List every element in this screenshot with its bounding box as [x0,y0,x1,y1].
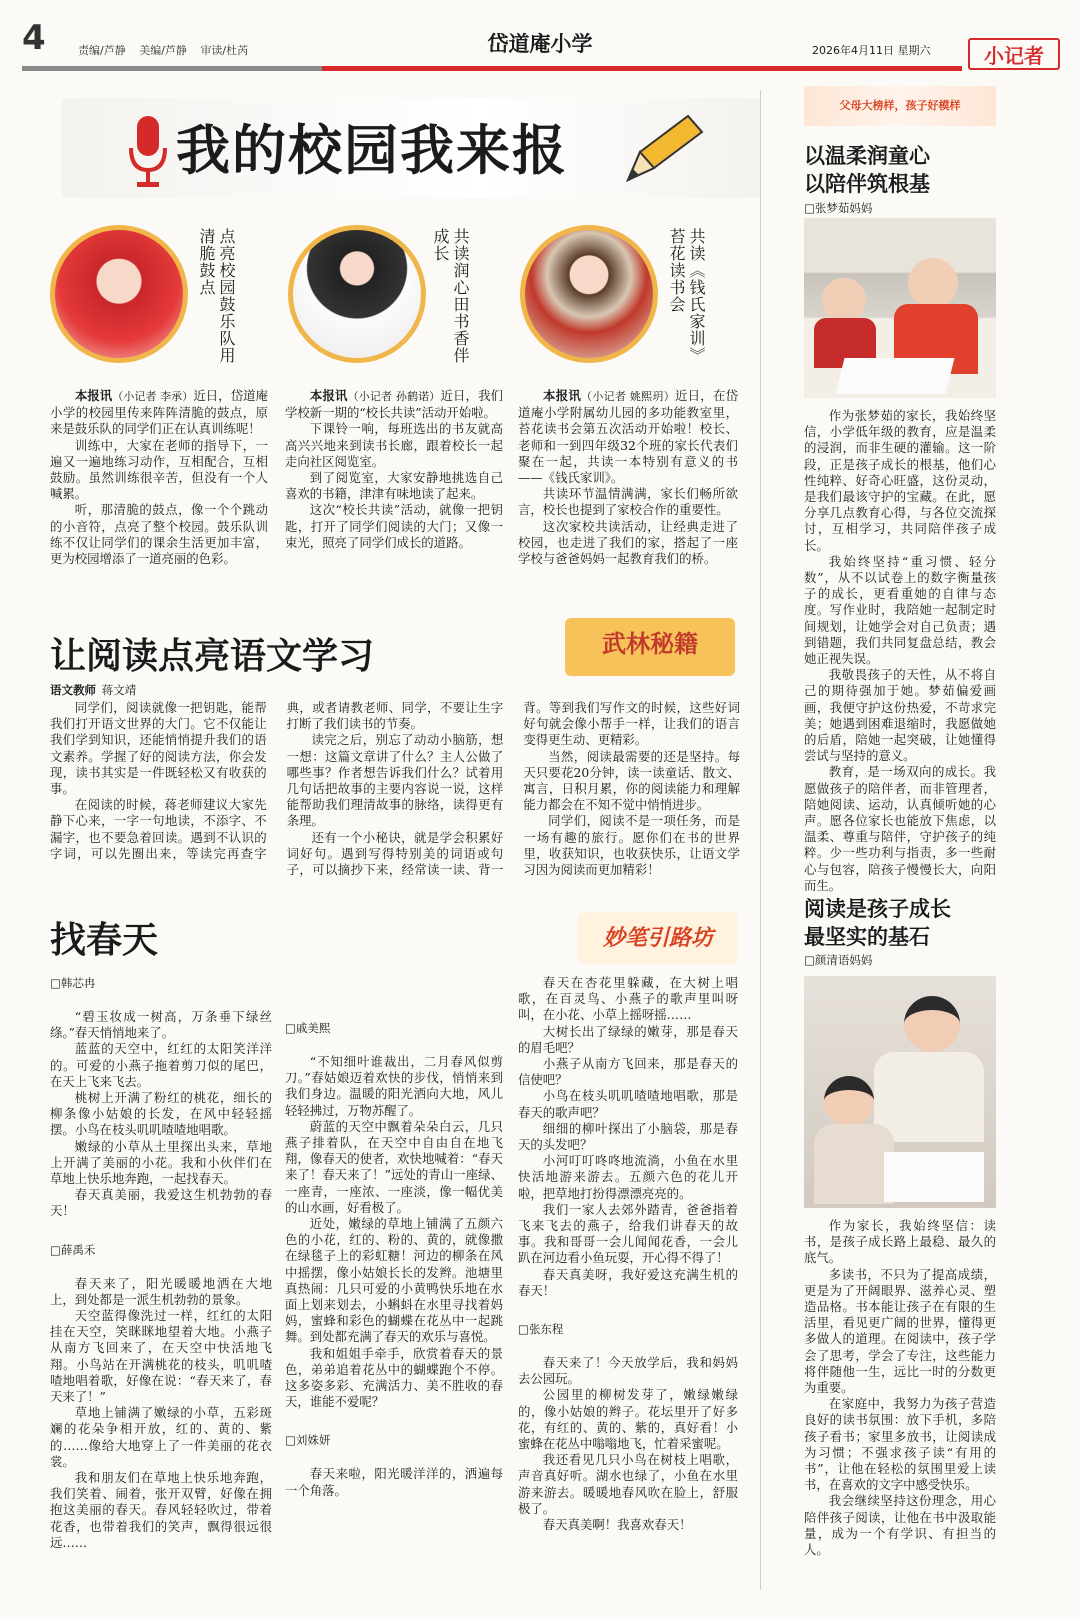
reporter-photo [50,225,188,363]
paragraph: 我们一家人去郊外踏青，爸爸指着飞来飞去的燕子，给我们讲春天的故事。我和哥哥一会儿闻闻花香，一会儿趴在河边看小鱼玩耍，开心得不得了！ [518,1201,738,1266]
paragraph: 听，那清脆的鼓点，像一个个跳动的小音符，点亮了整个校园。鼓乐队训练不仅让同学们的课余生活更加丰富，更为校园增添了一道亮丽的色彩。 [50,502,268,567]
report-article [50,388,268,567]
essay-body [518,975,738,1299]
paragraph: 我和姐姐手牵手，欣赏着春天的景色，弟弟追着花丛中的蝴蝶跑个不停。这多姿多彩、充满活力、美不胜收的春天，谁能不爱呢？ [285,1345,503,1410]
paragraph: 近处，嫩绿的草地上铺满了五颜六色的小花，红的、粉的、黄的，就像撒在绿毯子上的彩虹糖！河边的柳条在风中摇摆，像小姑娘长长的发辫。池塘里真热闹：几只可爱的小黄鸭快乐地在水面上划来划去，小蝌蚪在水里寻找着妈妈，蜜蜂和彩色的蝴蝶在花丛中一起跳舞。到处都充满了春天的欢乐与喜悦。 [285,1216,503,1345]
reporter-photo [520,225,658,363]
paragraph: 我还看见几只小鸟在树枝上唱歌，声音真好听。湖水也绿了，小鱼在水里游来游去。暖暖地春风吹在脸上，舒服极了。 [518,1452,738,1516]
paragraph: 我和朋友们在草地上快乐地奔跑，我们笑着、闹着，张开双臂，好像在拥抱这美丽的春天。春风轻轻吹过，带着花香，也带着我们的笑声，飘得很远很远…… [50,1470,272,1550]
paragraph: 在阅读的时候，蒋老师建议大家先静下心来，一字一句地读，不添字、不漏字，也不要急着回读。遇到不认识的字词，可以先圈出来，等读完再查字典，或者请教老师、同学，不要让生字打断了我们读书的节奏。 [50,700,504,861]
paragraph: 共读环节温情满满，家长们畅所欲言，校长也提到了家校合作的重要性。 [518,486,738,518]
paragraph: 这次家校共读活动，让经典走进了校园，也走进了我们的家，搭起了一座学校与爸爸妈妈一起教育我们的桥。 [518,518,738,567]
paragraph: 春天真美丽，我爱这生机勃勃的春天！ [50,1187,272,1219]
paragraph: 我始终坚持“重习惯、轻分数”，从不以试卷上的数字衡量孩子的成长，更看重她的自律与态度。写作业时，我陪她一起制定时间规划，让她学会对自己负责；遇到错题，我们共同复盘总结，教会她正视失误。 [804,553,996,667]
essay-author-name: 薛禹禾 [60,1242,96,1257]
report-lead [50,388,268,438]
report-reporter: （小记者 孙鹤诺） [347,390,441,403]
pencil-icon [618,108,708,188]
paragraph: 多读书，不只为了提高成绩，更是为了开阔眼界、滋养心灵、塑造品格。书本能让孩子在有限的生活里，看见更广阔的世界，懂得更多做人的道理。在阅读中，孩子学会了思考，学会了专注，这些能力将伴随他一生，远比一时的分数更为重要。 [804,1266,996,1396]
paragraph: 小鸟在枝头叽叽喳喳地唱歌，那是春天的歌声吧？ [518,1088,738,1120]
paragraph: 草地上铺满了嫩绿的小草，五彩斑斓的花朵争相开放，红的、黄的、紫的……像给大地穿上了一件美丽的花衣裳。 [50,1405,272,1469]
spring-tag: 妙笔引路坊 [602,925,713,951]
author-role: 语文教师 [50,683,96,697]
article-author-name: 颜清语妈妈 [814,953,873,967]
microphone-icon [128,112,168,192]
report-caption: 共读《钱氏家训》苔花读书会 [667,228,706,364]
report-lead-text: 近日，我们学校新一期的“校长共读”活动开始啦。 [285,388,504,421]
report-article [518,388,738,567]
issue-date: 2026年4月11日 星期六 [812,44,931,57]
article-author: □张梦茹妈妈 [804,201,873,215]
essay-author: □韩芯冉 [50,976,96,990]
paragraph: 我敬畏孩子的天性，从不将自己的期待强加于她。梦茹偏爱画画，我便守护这份热爱，不苛求完美；她遇到困难退缩时，我愿做她的后盾，陪她一起突破，让她懂得尝试与坚持的意义。 [804,667,996,764]
paragraph: 在家庭中，我努力为孩子营造良好的读书氛围：放下手机，多陪孩子看书；家里多放书，让阅读成为习惯；不强求孩子读“有用的书”，让他在轻松的氛围里爱上读书，在喜欢的文字中感受快乐。 [804,1396,996,1493]
report-lead-label: 本报讯 [309,388,348,403]
banner-title: 我的校园我来报 [176,119,568,182]
report-lead-text: 近日，在岱道庵小学附属幼儿园的多功能教室里，苔花读书会第五次活动开始啦！校长、老师和一到四年级32个班的家长代表们聚在一起，共读一本特别有意义的书——《钱氏家训》。 [518,388,739,486]
paragraph: 下课铃一响，每班选出的书友就高高兴兴地来到读书长廊，跟着校长一起走向社区阅览室。 [285,421,503,469]
column-divider [760,90,761,1590]
paragraph: 作为张梦茹的家长，我始终坚信，小学低年级的教育，应是温柔的浸润，而非生硬的灌输。这一阶段，正是孩子成长的根基，他们心性纯粹、好奇心旺盛，这份灵动，是我们最该守护的宝藏。在此，愿分享几点教育心得，与各位交流探讨，互相学习，共同陪伴孩子成长。 [804,408,996,553]
article-photo [804,976,996,1208]
paragraph: 细细的柳叶探出了小脑袋，那是春天的头发吧？ [518,1120,738,1153]
reading-body [50,700,740,880]
paragraph: 春天真美啊！我喜欢春天！ [542,1517,692,1533]
paragraph: 春天在杏花里躲藏，在大树上唱歌，在百灵鸟、小燕子的歌声里叫呀叫，在小花、小草上摇呀摇…… [518,975,738,1023]
paragraph: 春天来了，阳光暖暖地洒在大地上，到处都是一派生机勃勃的景象。 [50,1275,272,1307]
designer: 美编/芦静 [139,44,187,57]
page-number: 4 [22,18,46,58]
paragraph: 嫩绿的小草从土里探出头来，草地上开满了美丽的小花。我和小伙伴们在草地上快乐地奔跑，一起找春天。 [50,1138,272,1187]
paragraph: 小河叮叮咚咚地流淌，小鱼在水里快活地游来游去。五颜六色的花儿开啦，把草地打扮得漂漂亮亮的。 [518,1153,738,1201]
report-body [50,438,268,568]
paragraph: 春天来啦，阳光暖洋洋的，洒遍每一个角落。 [285,1466,503,1498]
paragraph: 当然，阅读最需要的还是坚持。每天只要花20分钟，读一读童话、散文、寓言，日积月累，你的阅读能力和理解能力都会在不知不觉中悄悄进步。 [523,748,740,813]
paragraph: 公园里的柳树发芽了，嫩绿嫩绿的，像小姑娘的辫子。花坛里开了好多花，有红的、黄的、紫的，真好看！小蜜蜂在花丛中嗡嗡地飞，忙着采蜜呢。 [518,1387,738,1452]
paragraph: 桃树上开满了粉红的桃花，细长的柳条像小姑娘的长发，在风中轻轻摇摆。小鸟在枝头叽叽喳喳地唱歌。 [50,1090,272,1138]
editor: 责编/芦静 [78,44,126,57]
reading-tag: 武林秘籍 [602,630,698,658]
paragraph: 这次“校长共读”活动，就像一把钥匙，打开了同学们阅读的大门；又像一束光，照亮了同学们成长的道路。 [285,502,503,550]
essay-author-name: 韩芯冉 [60,976,96,990]
reporter-photo [288,225,426,363]
editor-credits [78,42,258,58]
paragraph: 作为家长，我始终坚信：读书，是孩子成长路上最稳、最久的底气。 [804,1218,996,1266]
essay-author-name: 张东程 [528,1322,564,1337]
paragraph: 教育，是一场双向的成长。我愿做孩子的陪伴者，而非管理者，陪她阅读、运动，认真倾听她的心声。愿各位家长也能放下焦虑，以温柔、尊重与陪伴，守护孩子的纯粹。少一些功利与指责，多一些耐心与包容，陪孩子慢慢长大，向阳而生。 [804,764,996,893]
article-photo [804,218,996,398]
author-name: 蒋文靖 [101,683,137,697]
essay-author: □刘姝妍 [285,1433,331,1448]
report-article [285,388,503,551]
reading-author [50,682,136,698]
paragraph: 春天来了！今天放学后，我和妈妈去公园玩。 [518,1355,738,1387]
report-lead [285,388,503,421]
report-caption: 点亮校园鼓乐队用清脆鼓点 [197,228,236,364]
paragraph: 大树长出了绿绿的嫩芽，那是春天的眉毛吧？ [518,1023,738,1055]
essay-author: □薛禹禾 [50,1242,96,1257]
paragraph: 同学们，阅读就像一把钥匙，能帮我们打开语文世界的大门。它不仅能让我们学到知识，还能悄悄提升我们的语文素养。学握了好的阅读方法，你会发现，读书其实是一件既轻松又有收获的事。 [50,700,267,797]
paragraph: “不知细叶谁裁出，二月春风似剪刀。”春姑娘迈着欢快的步伐，悄悄来到我们身边。温暖的阳光洒向大地，风儿轻轻拂过，万物苏醒了。 [285,1054,503,1118]
essay-body [50,1009,272,1220]
paragraph: “碧玉妆成一树高，万条垂下绿丝绦。”春天悄悄地来了。 [50,1009,272,1041]
essay-body [50,1276,272,1551]
essay-author: □戚美熙 [285,1021,331,1035]
essay [285,1020,503,1499]
spring-title: 找春天 [50,920,159,961]
paragraph: 还有一个小秘诀，就是学会积累好词好句。遇到写得特别美的词语或句子，可以摘抄下来，经常读一读、背一背。等到我们写作文的时候，这些好词好句就会像小帮手一样，让我们的语言变得更生动、更精彩。 [286,700,740,878]
report-body [285,421,503,551]
report-lead-label: 本报讯 [74,388,113,403]
report-lead-text: 近日，岱道庵小学的校园里传来阵阵清脆的鼓点，原来是鼓乐队的同学们正在认真训练呢！ [50,388,269,437]
report-body [518,486,738,567]
essay-author-name: 刘姝妍 [295,1433,331,1448]
article-author-name: 张梦茹妈妈 [814,201,873,215]
paragraph: 蓝蓝的天空中，红红的太阳笑洋洋的。可爱的小燕子拖着剪刀似的尾巴，在天上飞来飞去。 [50,1041,272,1089]
tag-box [578,912,738,964]
essay-body [285,1054,503,1410]
essay [50,975,272,1551]
paragraph: 同学们，阅读不是一项任务，而是一场有趣的旅行。愿你们在书的世界里，收获知识，也收获快乐，让语文学习因为阅读而更加精彩！ [523,813,740,878]
report-caption: 共读润心田书香伴成长 [431,228,470,364]
report-lead [518,388,738,486]
article-body [804,408,996,894]
paragraph: 我会继续坚持这份理念，用心陪伴孩子阅读，让他在书中汲取能量，成为一个有学识、有担当的人。 [804,1493,996,1558]
article-title: 以温柔润童心以陪伴筑根基 [804,144,930,196]
report-reporter: （小记者 姚熙玥） [581,390,675,403]
essay-author-name: 戚美熙 [295,1021,331,1035]
paragraph: 读完之后，别忘了动动小脑筋，想一想：这篇文章讲了什么？主人公做了哪些事？作者想告诉我们什么？试着用几句话把故事的主要内容说一说，这样能帮助我们理清故事的脉络，读得更有条理。 [286,732,504,829]
article-body [804,1218,996,1558]
article-title: 阅读是孩子成长最坚实的基石 [804,897,951,949]
report-reporter: （小记者 李承） [112,390,194,403]
reading-title: 让阅读点亮语文学习 [50,636,375,677]
paragraph: 训练中，大家在老师的指导下，一遍又一遍地练习动作，互相配合，互相鼓励。虽然训练很辛苦，但没有一个人喊累。 [50,437,268,502]
paragraph: 小燕子从南方飞回来，那是春天的信使吧？ [518,1056,738,1088]
paragraph: 天空蓝得像洗过一样，红红的太阳挂在天空，笑眯眯地望着大地。小燕子从南方飞回来了，在天空中快活地飞翔。小鸟站在开满桃花的枝头，叽叽喳喳地唱着歌，好像在说：“春天来了，春天来了！” [50,1308,272,1405]
report-lead-label: 本报讯 [542,388,582,403]
tag-box [565,618,735,676]
paragraph: 到了阅览室，大家安静地挑选自己喜欢的书籍，津津有味地读了起来。 [285,470,503,502]
sidebar-tag-box [804,86,996,126]
section-badge: 小记者 [968,38,1060,70]
paragraph: 蔚蓝的天空中飘着朵朵白云，几只燕子排着队，在天空中自由自在地飞翔，像春天的使者，欢快地喊着：“春天来了！春天来了！”远处的青山一座绿、一座青，一座浓、一座淡，像一幅优美的山水画，好看极了。 [285,1118,503,1215]
paragraph: 春天真美呀，我好爱这充满生机的春天！ [518,1266,738,1298]
essay-author: □张东程 [518,1322,564,1337]
reviewer: 审读/杜芮 [200,44,249,57]
header-rule-gray [22,66,322,71]
essay-body [285,1466,503,1498]
sidebar-tag: 父母大榜样，孩子好模样 [839,99,961,112]
school-name: 岱道庵小学 [487,32,593,56]
essay-body [518,1355,738,1533]
article-author: □颜清语妈妈 [804,953,873,967]
essay [518,975,738,1533]
